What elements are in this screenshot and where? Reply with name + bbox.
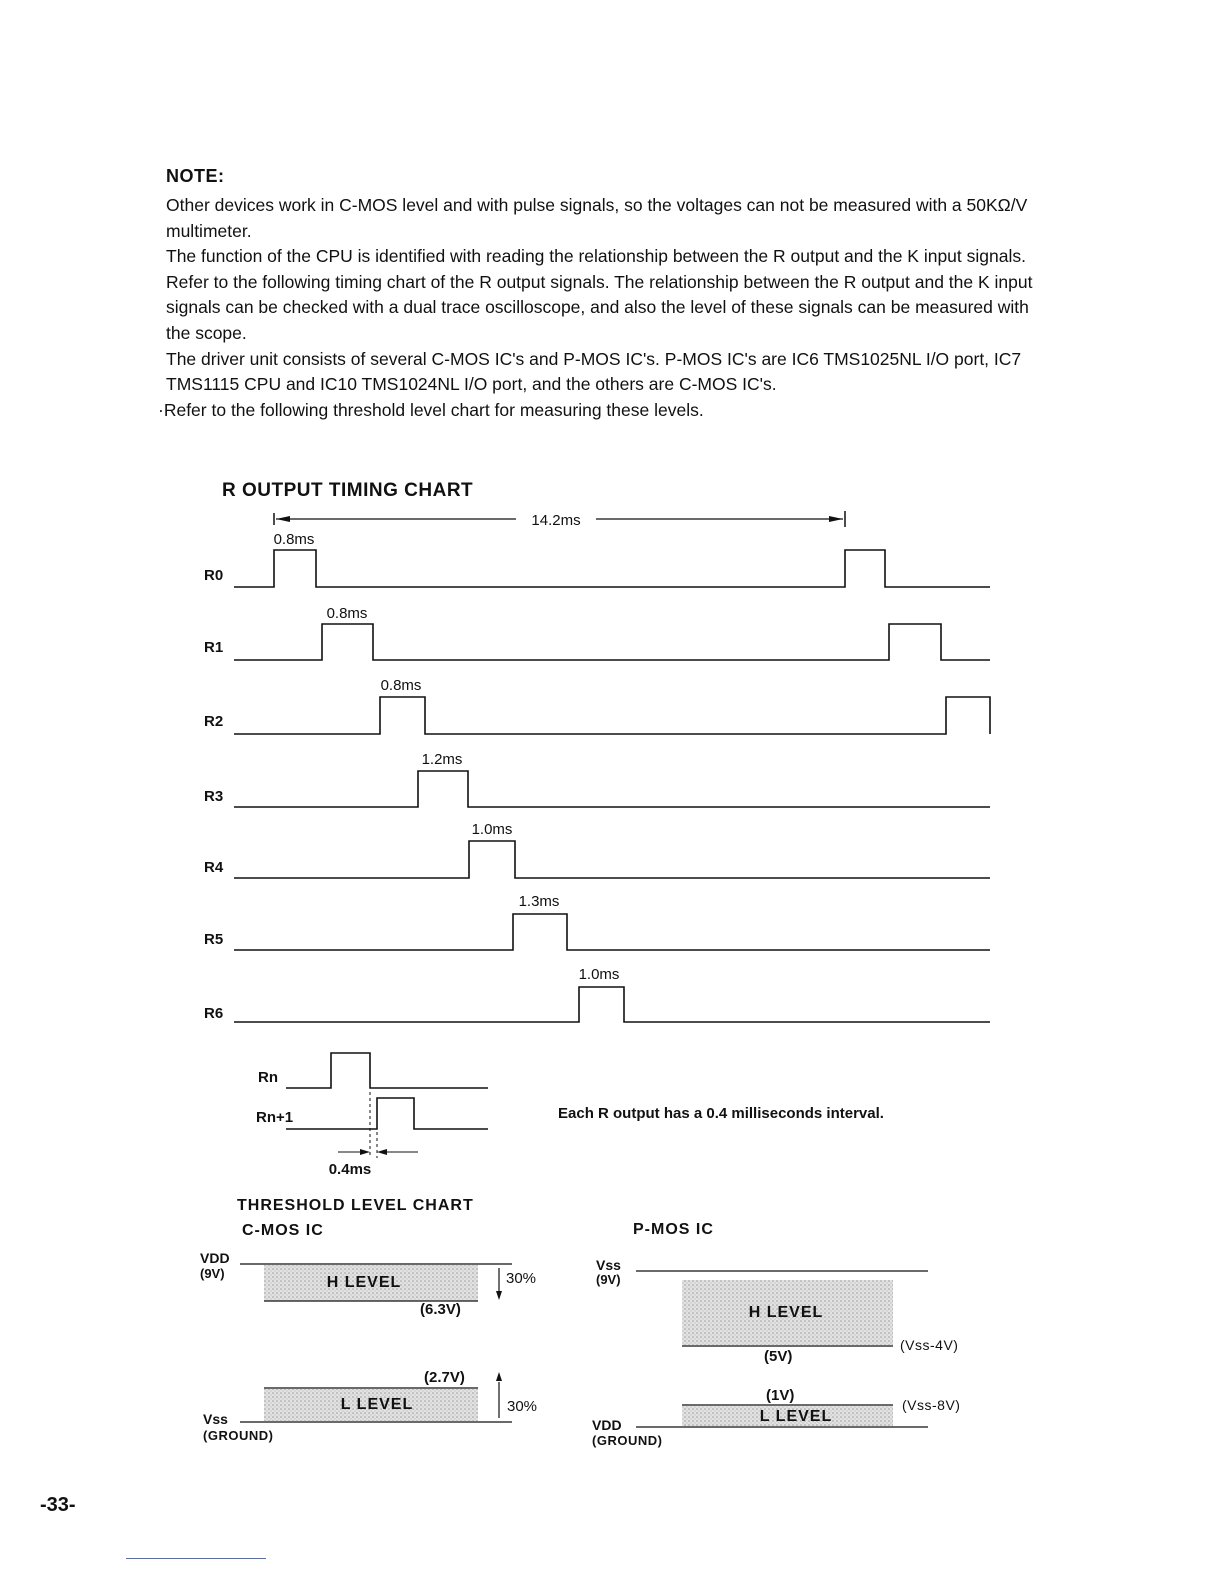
waveform-rn1 [286, 1098, 488, 1129]
period-arrow-right [829, 516, 843, 522]
pulse-width-r1: 0.8ms [326, 605, 368, 622]
cmos-l-level-label: L LEVEL [340, 1396, 414, 1413]
period-label: 14.2ms [531, 512, 581, 529]
cmos-top-rail-value: (9V) [200, 1266, 225, 1281]
pmos-l-value: (1V) [766, 1387, 795, 1404]
note-paragraph-2: The function of the CPU is identified with reading the relationship between the R output and the K input signals. [166, 246, 1026, 267]
waveform-rn [286, 1053, 488, 1088]
note-paragraph-4: The driver unit consists of several C-MOS IC's and P-MOS IC's. P-MOS IC's are IC6 TMS1025NL I/O port, IC7 TMS1115 CPU and IC10 TMS1024NL I/O port, and the others are C-MOS IC's. [166, 348, 1022, 395]
pmos-h-value: (5V) [764, 1348, 793, 1365]
cmos-top-rail: VDD [200, 1250, 230, 1266]
cmos-l-value: (2.7V) [424, 1369, 465, 1386]
pmos-h-level-label: H LEVEL [748, 1304, 824, 1321]
cmos-chart [200, 1222, 537, 1443]
interval-arrow-right [377, 1149, 387, 1155]
row-r0 [204, 531, 990, 587]
pmos-title: P-MOS IC [633, 1221, 714, 1238]
pmos-h-rel: (Vss-4V) [900, 1337, 959, 1353]
note-title: NOTE: [166, 166, 225, 186]
interval-detail [256, 1053, 884, 1178]
cmos-bottom-rail: Vss [203, 1411, 228, 1427]
row-label-r5: R5 [204, 931, 224, 948]
row-r2 [204, 677, 990, 734]
waveform-r0 [234, 550, 990, 587]
note-paragraph-3: Refer to the following timing chart of the R output signals. The relationship between the R output and the K input signals can be checked with a dual trace oscilloscope, and also the level of these signals can be measured with the scope. [166, 271, 1033, 343]
row-r1 [204, 605, 990, 660]
row-label-r1: R1 [204, 639, 224, 656]
row-label-r6: R6 [204, 1005, 224, 1022]
cmos-l-pct: 30% [507, 1398, 538, 1415]
timing-chart-title: R OUTPUT TIMING CHART [222, 480, 474, 501]
cmos-l-pct-arrow [496, 1372, 502, 1381]
cmos-title: C-MOS IC [242, 1222, 324, 1239]
pulse-width-r3: 1.2ms [421, 751, 463, 768]
interval-label-rn: Rn [258, 1069, 278, 1086]
page-number: -33- [40, 1494, 76, 1516]
waveform-r4 [234, 841, 990, 878]
pulse-width-r0: 0.8ms [273, 531, 315, 548]
row-label-r3: R3 [204, 788, 224, 805]
cmos-h-value: (6.3V) [420, 1301, 461, 1318]
row-label-r0: R0 [204, 567, 224, 584]
note-paragraph-1: Other devices work in C-MOS level and with pulse signals, so the voltages can not be measured with a 50KΩ/V multimeter. [166, 195, 1028, 241]
cmos-bottom-rail-value: (GROUND) [203, 1428, 274, 1443]
pmos-bottom-rail-value: (GROUND) [592, 1433, 663, 1448]
pmos-bottom-rail: VDD [592, 1417, 622, 1433]
pmos-top-rail: Vss [596, 1257, 621, 1273]
pulse-width-r6: 1.0ms [578, 966, 620, 983]
period-arrow-left [276, 516, 290, 522]
row-label-r4: R4 [204, 859, 224, 876]
waveform-r3 [234, 771, 990, 807]
row-r6 [204, 966, 990, 1022]
row-r4 [204, 821, 990, 878]
pulse-width-r2: 0.8ms [380, 677, 422, 694]
pulse-width-r4: 1.0ms [471, 821, 513, 838]
note-paragraph-5: ·Refer to the following threshold level chart for measuring these levels. [158, 399, 704, 420]
pmos-chart [592, 1221, 960, 1448]
pmos-l-level-label: L LEVEL [759, 1408, 833, 1425]
period-dimension [274, 511, 845, 529]
pulse-width-r5: 1.3ms [518, 893, 560, 910]
pmos-top-rail-value: (9V) [596, 1272, 621, 1287]
interval-arrow-left [360, 1149, 370, 1155]
waveform-r2 [234, 697, 990, 734]
interval-label-rn1: Rn+1 [256, 1109, 294, 1126]
row-label-r2: R2 [204, 713, 224, 730]
note-paragraph-5-text: Refer to the following threshold level chart for measuring these levels. [163, 399, 704, 420]
cmos-h-pct: 30% [506, 1270, 537, 1287]
bottom-rule [126, 1558, 266, 1559]
row-r5 [204, 893, 990, 950]
waveform-r6 [234, 987, 990, 1022]
cmos-h-level-label: H LEVEL [326, 1274, 402, 1291]
cmos-h-pct-arrow [496, 1291, 502, 1300]
pmos-l-rel: (Vss-8V) [902, 1397, 961, 1413]
waveform-r5 [234, 914, 990, 950]
threshold-chart-title: THRESHOLD LEVEL CHART [237, 1197, 474, 1214]
interval-gap-label: 0.4ms [328, 1161, 372, 1178]
interval-caption: Each R output has a 0.4 milliseconds interval. [558, 1105, 884, 1122]
row-r3 [204, 751, 990, 807]
waveform-r1 [234, 624, 990, 660]
